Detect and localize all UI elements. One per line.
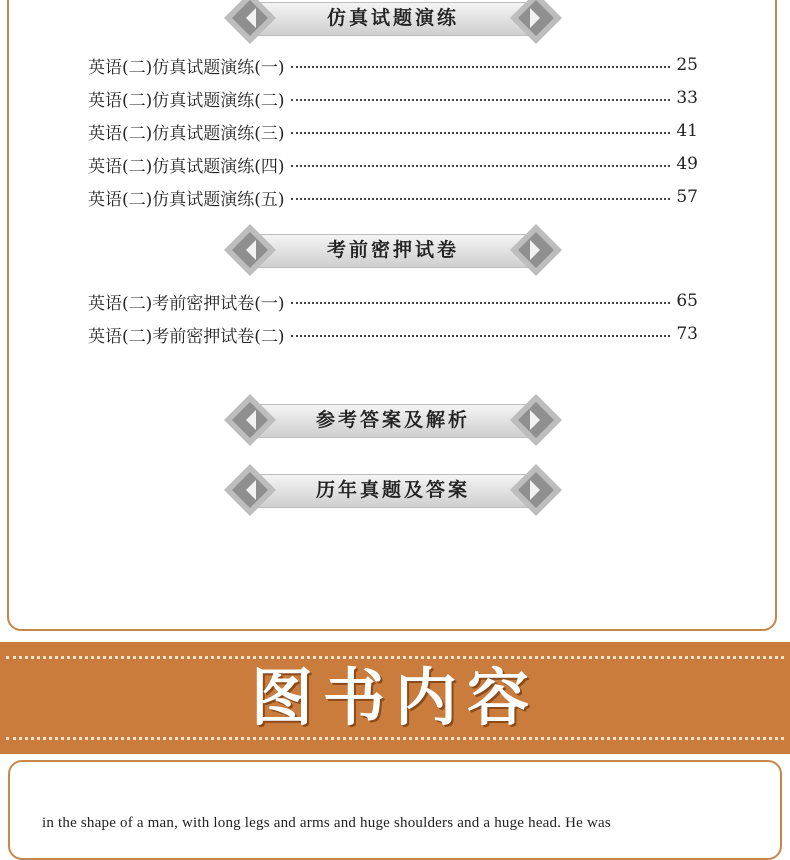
section-banner-past-exams[interactable] [222, 462, 564, 518]
dotted-divider [6, 737, 784, 740]
section-banner-answers[interactable] [222, 392, 564, 448]
section-title: 参考答案及解析 [315, 409, 470, 431]
dot-leader [291, 165, 670, 167]
dotted-divider [6, 656, 784, 659]
dot-leader [291, 198, 670, 200]
toc-entry[interactable] [88, 51, 698, 79]
toc-entry[interactable] [88, 150, 698, 178]
content-text: in the shape of a man, with long legs and arms and huge shoulders and a huge head. He was [42, 815, 611, 831]
toc-entry[interactable] [88, 287, 698, 315]
toc-entry[interactable] [88, 84, 698, 112]
toc-entry-page: 57 [676, 187, 698, 207]
section-title: 仿真试题演练 [326, 7, 459, 29]
toc-entry-page: 65 [676, 291, 698, 311]
dot-leader [291, 302, 670, 304]
book-content-band [0, 642, 790, 754]
toc-entry-page: 49 [676, 154, 698, 174]
section-title: 考前密押试卷 [326, 239, 459, 261]
toc-entry-label: 英语(二)仿真试题演练(四) [88, 156, 285, 177]
dot-leader [291, 99, 670, 101]
content-panel [8, 760, 782, 860]
toc-entry[interactable] [88, 183, 698, 211]
toc-entry-label: 英语(二)仿真试题演练(二) [88, 90, 285, 111]
toc-entry-page: 33 [676, 88, 698, 108]
dot-leader [291, 335, 670, 337]
section-banner-mock-exam [222, 222, 564, 278]
toc-entry-page: 73 [676, 324, 698, 344]
section-title: 历年真题及答案 [315, 479, 470, 501]
toc-entry[interactable] [88, 117, 698, 145]
toc-entry-label: 英语(二)仿真试题演练(一) [88, 57, 285, 78]
dot-leader [291, 66, 670, 68]
toc-entry-label: 英语(二)仿真试题演练(五) [88, 189, 285, 210]
toc-entry-page: 41 [676, 121, 698, 141]
toc-entry-page: 25 [676, 55, 698, 75]
toc-entry-label: 英语(二)考前密押试卷(二) [88, 326, 285, 347]
toc-entry-label: 英语(二)仿真试题演练(三) [88, 123, 285, 144]
section-banner-simulation [222, 0, 564, 46]
dot-leader [291, 132, 670, 134]
toc-entry-label: 英语(二)考前密押试卷(一) [88, 293, 285, 314]
toc-entry[interactable] [88, 320, 698, 348]
book-content-heading: 图书内容 [250, 661, 539, 734]
